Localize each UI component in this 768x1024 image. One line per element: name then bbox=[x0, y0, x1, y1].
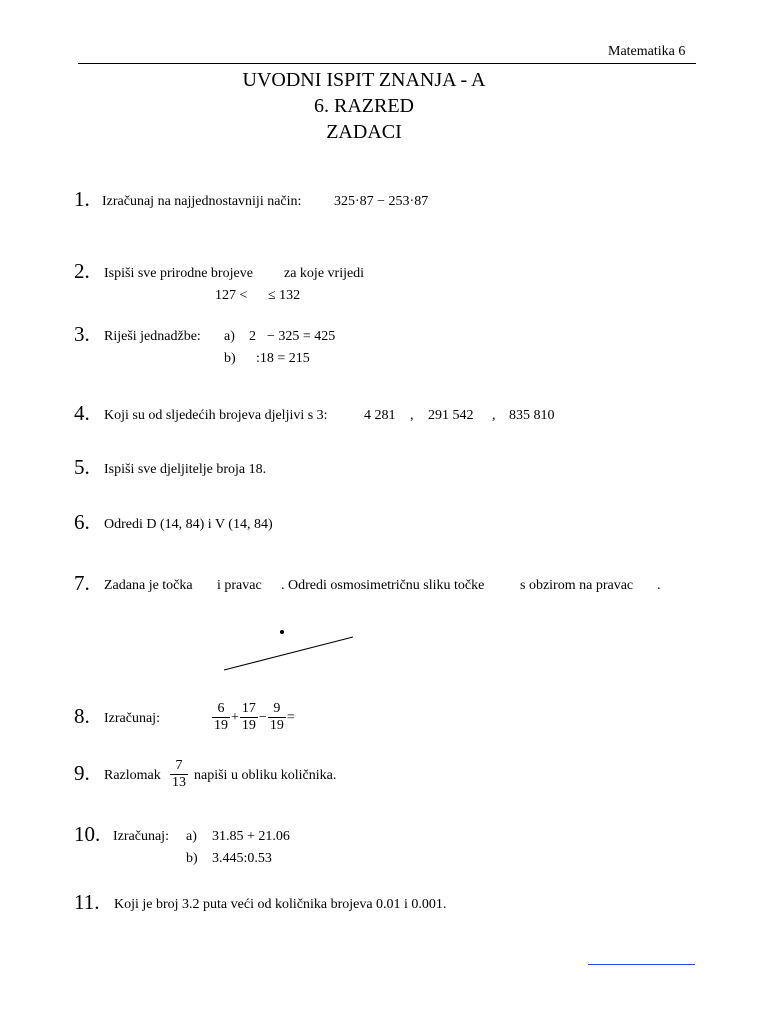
task-11-text: Koji je broj 3.2 puta veći od količnika brojeva 0.01 i 0.001. bbox=[114, 897, 447, 912]
task-2-text-b: za koje vrijedi bbox=[284, 266, 365, 281]
page-subtitle-tasks: ZADACI bbox=[326, 121, 402, 143]
task-5-text: Ispiši sve djeljitelje broja 18. bbox=[104, 462, 267, 477]
task-9-number: 9. bbox=[74, 761, 90, 785]
task-10-a-expression: 31.85 + 21.06 bbox=[212, 829, 290, 844]
fraction-2-denominator: 19 bbox=[241, 718, 256, 733]
fraction-1-denominator: 19 bbox=[214, 718, 228, 733]
page-subtitle-grade: 6. RAZRED bbox=[314, 95, 414, 117]
footer-link[interactable] bbox=[588, 964, 695, 965]
task-3-a-expression: − 325 = 425 bbox=[267, 329, 336, 344]
task-7-text-e: . bbox=[657, 578, 661, 593]
equals-sign: = bbox=[286, 709, 295, 725]
task-9-text-a: Razlomak bbox=[104, 768, 161, 783]
task-3-text: Riješi jednadžbe: bbox=[104, 329, 201, 344]
minus-sign: − bbox=[258, 709, 267, 725]
fraction-3-numerator: 9 bbox=[268, 701, 286, 718]
task-10-b-expression: 3.445:0.53 bbox=[212, 851, 272, 866]
task-2-text-a: Ispiši sve prirodne brojeve bbox=[104, 266, 253, 281]
task-4-number-3: 835 810 bbox=[509, 408, 555, 423]
task-7-text-a: Zadana je točka bbox=[104, 578, 193, 593]
task-9-fraction bbox=[170, 758, 188, 791]
point-t-dot bbox=[280, 630, 284, 634]
task-3-a-coefficient: 2 bbox=[249, 329, 256, 344]
task-10-text: Izračunaj: bbox=[113, 829, 169, 844]
task-3-a-label: a) bbox=[224, 329, 235, 344]
task-8-number: 8. bbox=[74, 704, 90, 728]
task-4-separator-1: , bbox=[410, 408, 414, 423]
fraction-1 bbox=[212, 701, 230, 734]
task-2-inequality-right: ≤ 132 bbox=[268, 288, 301, 303]
task-4-text: Koji su od sljedećih brojeva djeljivi s 3: bbox=[104, 408, 328, 423]
task-5-number: 5. bbox=[74, 455, 90, 479]
task-10-b-label: b) bbox=[186, 851, 198, 866]
task-4-number-1: 4 281 bbox=[364, 408, 396, 423]
line-p bbox=[224, 637, 353, 670]
task-9-fraction-numerator: 7 bbox=[170, 758, 188, 775]
header-subject: Matematika 6 bbox=[608, 44, 686, 59]
task-9-text-b: napiši u obliku količnika. bbox=[194, 768, 337, 783]
task-3-number: 3. bbox=[74, 322, 90, 346]
fraction-3 bbox=[268, 701, 286, 734]
task-4-number: 4. bbox=[74, 401, 90, 425]
fraction-1-numerator: 6 bbox=[212, 701, 230, 718]
task-7-text-b: i pravac bbox=[217, 578, 262, 593]
task-10-a-label: a) bbox=[186, 829, 197, 844]
task-8-text: Izračunaj: bbox=[104, 711, 160, 726]
task-10-number: 10. bbox=[74, 822, 101, 846]
task-7-text-c: . Odredi osmosimetričnu sliku točke bbox=[281, 578, 485, 593]
task-4-separator-2: , bbox=[492, 408, 496, 423]
task-11-number: 11. bbox=[74, 890, 100, 914]
fraction-2 bbox=[240, 701, 258, 734]
task-8-expression bbox=[212, 701, 296, 734]
fraction-3-denominator: 19 bbox=[269, 718, 284, 733]
task-1-text: Izračunaj na najjednostavniji način: bbox=[102, 194, 302, 209]
task-9-fraction-denominator: 13 bbox=[172, 775, 186, 790]
task-1-expression: 325·87 − 253·87 bbox=[334, 194, 429, 209]
task-6-text: Odredi D (14, 84) i V (14, 84) bbox=[104, 517, 273, 532]
task-3-b-label: b) bbox=[224, 351, 236, 366]
page-title: UVODNI ISPIT ZNANJA - A bbox=[242, 69, 486, 91]
task-4-number-2: 291 542 bbox=[428, 408, 474, 423]
task-1-number: 1. bbox=[74, 187, 90, 211]
fraction-2-numerator: 17 bbox=[241, 701, 256, 716]
task-7-text-d: s obzirom na pravac bbox=[520, 578, 634, 593]
task-2-inequality-left: 127 < bbox=[215, 288, 248, 303]
task-2-number: 2. bbox=[74, 259, 90, 283]
task-7-number: 7. bbox=[74, 571, 90, 595]
plus-sign: + bbox=[231, 709, 239, 725]
task-6-number: 6. bbox=[74, 510, 90, 534]
task-3-b-expression: :18 = 215 bbox=[256, 351, 310, 366]
